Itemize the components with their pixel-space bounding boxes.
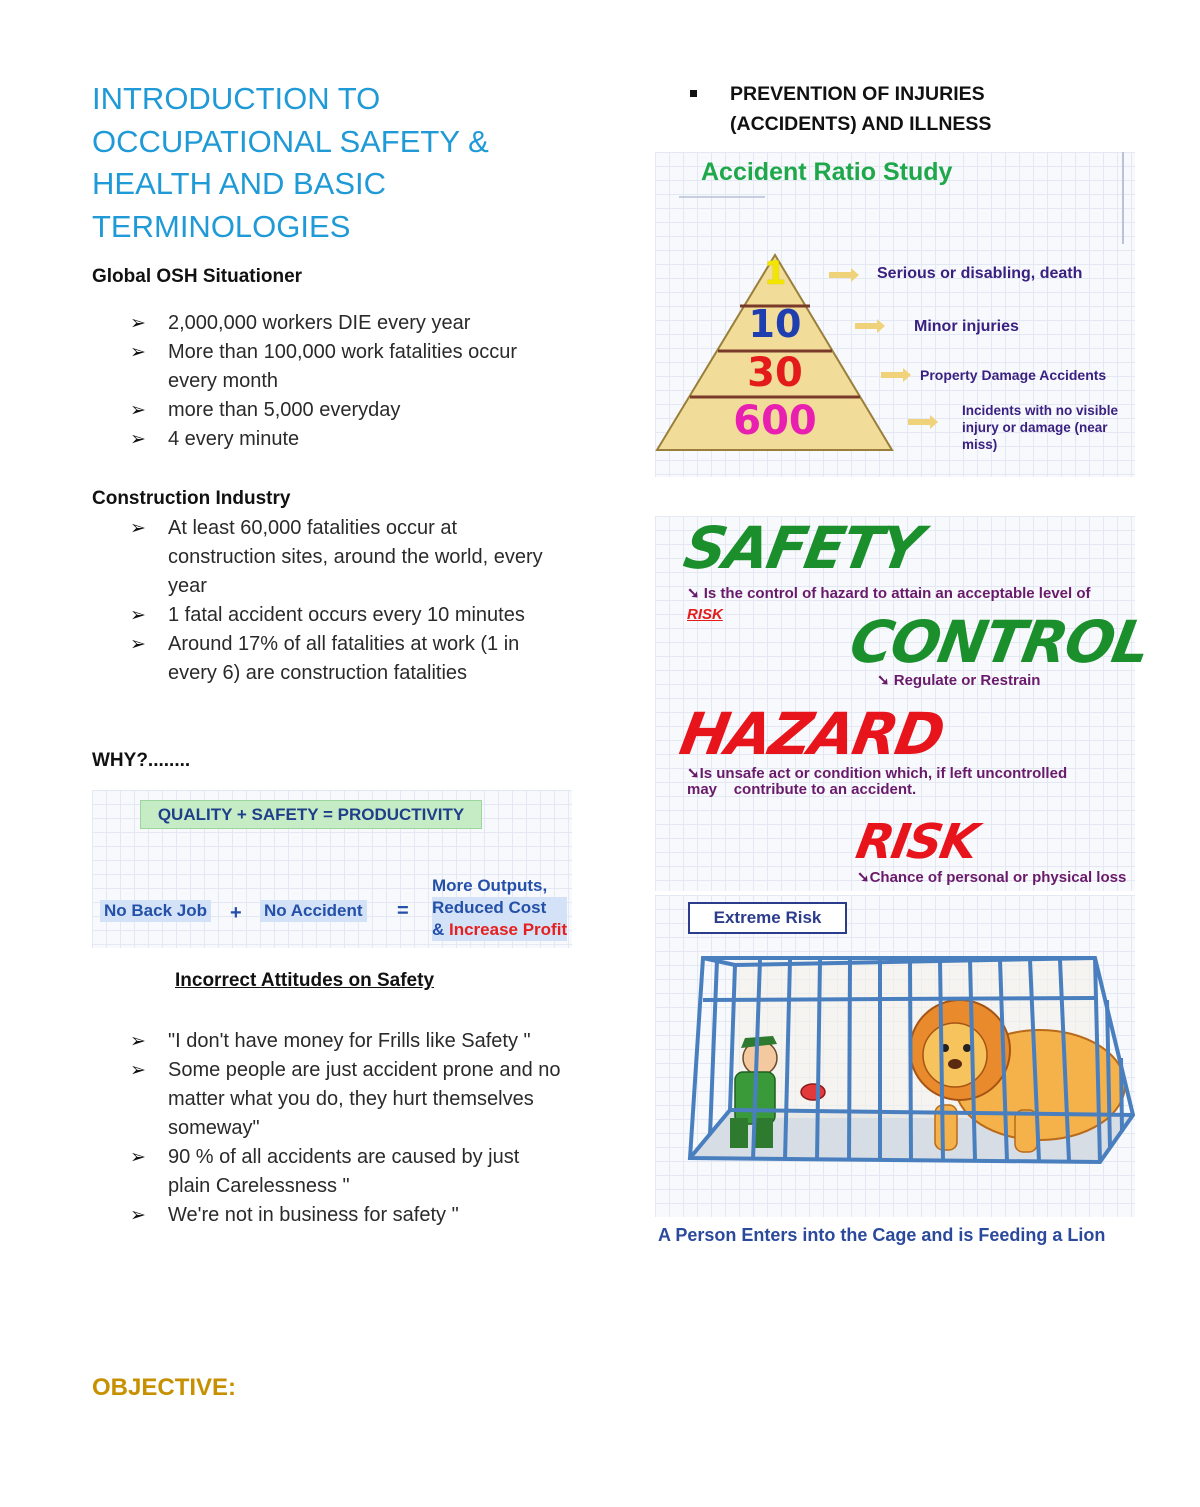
arrow-bullet-icon: ➢ — [130, 342, 146, 363]
control-definition: ➘ Regulate or Restrain — [877, 672, 1041, 689]
construction-list — [92, 514, 567, 688]
safety-word: SAFETY — [679, 514, 927, 582]
tier-number: 1 — [763, 254, 787, 292]
tier-label: Incidents with no visible injury or damage (near miss) — [962, 403, 1119, 452]
arrow-bullet-icon: ➢ — [130, 1060, 146, 1081]
list-item: ➢ 90 % of all accidents are caused by just plain Carelessness " — [92, 1143, 567, 1201]
down-arrow-icon: ➘ — [877, 672, 894, 689]
prevention-heading — [690, 79, 1130, 139]
title-line: HEALTH AND BASIC — [92, 166, 387, 201]
formula-result-line: & Increase Profit — [432, 920, 568, 939]
arrow-right-icon — [881, 368, 911, 382]
arrow-bullet-icon: ➢ — [130, 1205, 146, 1226]
list-item: ➢ More than 100,000 work fatalities occur every month — [92, 338, 562, 396]
tier-number: 10 — [748, 302, 802, 346]
formula-banner: QUALITY + SAFETY = PRODUCTIVITY — [140, 800, 482, 829]
arrow-bullet-icon: ➢ — [130, 1147, 146, 1168]
prevention-line: PREVENTION OF INJURIES — [730, 83, 985, 105]
formula-result-line: More Outputs, — [432, 876, 548, 895]
formula-result — [432, 875, 567, 941]
global-osh-list — [92, 309, 562, 454]
list-item: ➢ 1 fatal accident occurs every 10 minutes — [92, 601, 567, 630]
lion-cage-icon — [655, 940, 1135, 1217]
why-heading: WHY?........ — [92, 750, 191, 771]
arrow-right-icon — [855, 319, 885, 333]
formula-result-line: Reduced Cost — [432, 897, 567, 919]
tier-number: 30 — [747, 350, 803, 396]
title-line: TERMINOLOGIES — [92, 208, 351, 244]
risk-definition: ➘Chance of personal or physical loss — [857, 869, 1127, 886]
formula-term-no-accident: No Accident — [260, 900, 367, 922]
construction-heading: Construction Industry — [92, 488, 291, 509]
arrow-bullet-icon: ➢ — [130, 400, 146, 421]
control-word: CONTROL — [845, 608, 1154, 676]
formula-equals: = — [397, 900, 409, 922]
quality-safety-formula — [92, 790, 572, 948]
hazard-word: HAZARD — [675, 700, 949, 768]
list-item: ➢ At least 60,000 fatalities occur at construction sites, around the world, every year — [92, 514, 567, 601]
title-line: INTRODUCTION TO — [92, 81, 381, 116]
document-title — [92, 78, 562, 248]
global-osh-heading: Global OSH Situationer — [92, 266, 303, 287]
hazard-definition: ➘Is unsafe act or condition which, if left uncontrolled may contribute to an accident. — [687, 765, 1068, 798]
arrow-bullet-icon: ➢ — [130, 1031, 146, 1052]
cage-caption: A Person Enters into the Cage and is Feeding a Lion — [658, 1225, 1106, 1245]
arrow-right-icon — [829, 268, 859, 282]
attitudes-list — [92, 1027, 567, 1230]
safety-risk-word: RISK — [687, 606, 723, 623]
safety-definition: ➘ Is the control of hazard to attain an acceptable level of — [687, 585, 1091, 602]
prevention-line: (ACCIDENTS) AND ILLNESS — [730, 113, 992, 135]
list-item: ➢ "I don't have money for Frills like Safety " — [92, 1027, 567, 1056]
ratio-title: Accident Ratio Study — [701, 158, 953, 186]
arrow-bullet-icon: ➢ — [130, 634, 146, 655]
arrow-right-icon — [908, 415, 938, 429]
arrow-bullet-icon: ➢ — [130, 518, 146, 539]
tier-number: 600 — [733, 398, 817, 444]
formula-term-no-back-job: No Back Job — [100, 900, 211, 922]
tier-label: Minor injuries — [914, 318, 1019, 335]
tier-label: Serious or disabling, death — [877, 265, 1083, 282]
attitudes-heading: Incorrect Attitudes on Safety — [175, 970, 435, 991]
list-item: ➢ Some people are just accident prone and no matter what you do, they hurt themselves someway" — [92, 1056, 567, 1143]
square-bullet-icon — [690, 90, 697, 97]
extreme-risk-illustration — [655, 895, 1135, 1217]
down-arrow-icon: ➘ — [687, 765, 700, 782]
arrow-bullet-icon: ➢ — [130, 605, 146, 626]
list-item: ➢ more than 5,000 everyday — [92, 396, 562, 425]
objective-heading: OBJECTIVE: — [92, 1374, 237, 1401]
list-item: ➢ 2,000,000 workers DIE every year — [92, 309, 562, 338]
arrow-bullet-icon: ➢ — [130, 429, 146, 450]
arrow-bullet-icon: ➢ — [130, 313, 146, 334]
tier-label: Property Damage Accidents — [920, 367, 1107, 383]
down-arrow-icon: ➘ — [857, 869, 870, 886]
risk-word: RISK — [852, 814, 981, 870]
accident-ratio-study — [655, 152, 1135, 477]
list-item: ➢ 4 every minute — [92, 425, 562, 454]
list-item: ➢ We're not in business for safety " — [92, 1201, 567, 1230]
extreme-risk-label: Extreme Risk — [688, 902, 847, 934]
safety-definitions — [655, 514, 1154, 891]
list-item: ➢ Around 17% of all fatalities at work (1 in every 6) are construction fatalities — [92, 630, 567, 688]
down-arrow-icon: ➘ — [687, 585, 704, 602]
title-line: OCCUPATIONAL SAFETY & — [92, 123, 489, 159]
formula-plus: + — [230, 902, 242, 924]
